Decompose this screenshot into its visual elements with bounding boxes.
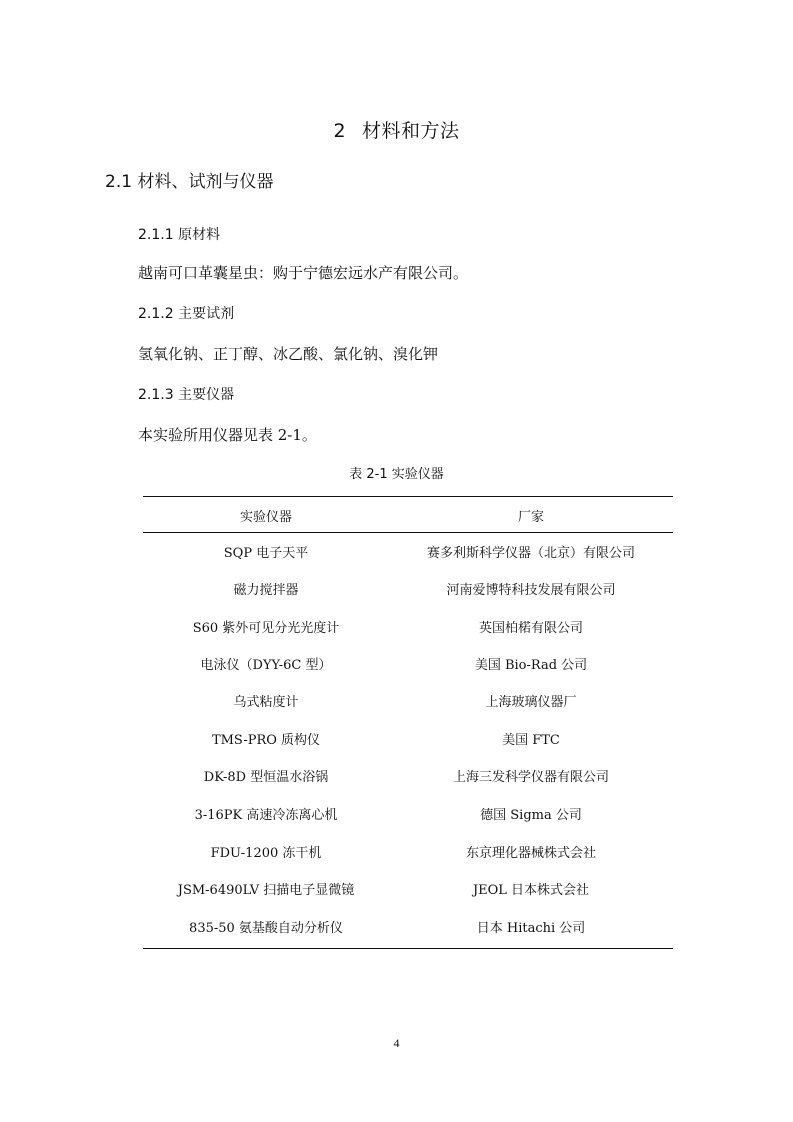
table-cell-instrument: S60 紫外可见分光光度计 (192, 621, 340, 636)
table-cell-manufacturer: 上海三发科学仪器有限公司 (452, 770, 609, 785)
table-header-row (143, 497, 673, 534)
table-cell-instrument: 乌式粘度计 (233, 695, 299, 710)
chapter-number: 2 (333, 120, 347, 142)
section-heading-2-1: 2.1 材料、试剂与仪器 (105, 172, 274, 192)
table-cell-manufacturer: 德国 Sigma 公司 (480, 808, 582, 823)
table-row (143, 682, 673, 719)
chapter-title (0, 118, 793, 144)
table-cell-manufacturer: 美国 FTC (502, 733, 560, 748)
table-cell-manufacturer: JEOL 日本株式会社 (472, 883, 590, 898)
paragraph-raw-materials: 越南可口革囊星虫：购于宁德宏远水产有限公司。 (138, 264, 469, 282)
table-cell-manufacturer: 河南爱博特科技发展有限公司 (446, 583, 616, 598)
table-cell-instrument: DK-8D 型恒温水浴锅 (203, 770, 329, 785)
table-row (143, 795, 673, 832)
table-cell-instrument: TMS-PRO 质构仪 (211, 733, 321, 748)
table-row (143, 608, 673, 645)
section-heading-2-1-2: 2.1.2 主要试剂 (138, 306, 235, 322)
table-cell-instrument: 3-16PK 高速冷冻离心机 (194, 808, 338, 823)
page-number: 4 (393, 1036, 400, 1050)
section-heading-2-1-3: 2.1.3 主要仪器 (138, 387, 235, 403)
table-row (143, 870, 673, 907)
paragraph-reagents: 氢氧化钠、正丁醇、冰乙酸、氯化钠、溴化钾 (138, 345, 439, 363)
table-cell-instrument: JSM-6490LV 扫描电子显微镜 (177, 883, 355, 898)
table-cell-instrument: FDU-1200 冻干机 (210, 846, 322, 861)
table-cell-instrument: SQP 电子天平 (223, 546, 309, 561)
table-cell-manufacturer: 东京理化器械株式会社 (465, 846, 596, 861)
chapter-title-text: 材料和方法 (362, 120, 460, 142)
table-cell-instrument: 电泳仪（DYY-6C 型） (200, 658, 332, 673)
table-cell-manufacturer: 美国 Bio-Rad 公司 (474, 658, 588, 673)
table-cell-manufacturer: 赛多利斯科学仪器（北京）有限公司 (426, 546, 635, 561)
table-cell-instrument: 磁力搅拌器 (233, 583, 299, 598)
table-row (143, 645, 673, 682)
table-row (143, 757, 673, 794)
table-cell-manufacturer: 英国柏楉有限公司 (478, 621, 583, 636)
table-row (143, 908, 673, 945)
table-cell-manufacturer: 上海玻璃仪器厂 (485, 695, 577, 710)
table-cell-manufacturer: 日本 Hitachi 公司 (476, 921, 586, 936)
table-row (143, 833, 673, 870)
table-header-instrument: 实验仪器 (239, 510, 292, 525)
table-caption: 表 2-1 实验仪器 (349, 467, 444, 482)
section-heading-2-1-1: 2.1.1 原材料 (138, 227, 221, 243)
table-bottom-rule (143, 948, 673, 949)
table-row (143, 533, 673, 570)
table-header-manufacturer: 厂家 (517, 510, 544, 525)
table-cell-instrument: 835-50 氨基酸自动分析仪 (189, 921, 343, 936)
table-row (143, 720, 673, 757)
paragraph-instruments: 本实验所用仪器见表 2-1。 (138, 426, 317, 444)
table-row (143, 570, 673, 607)
